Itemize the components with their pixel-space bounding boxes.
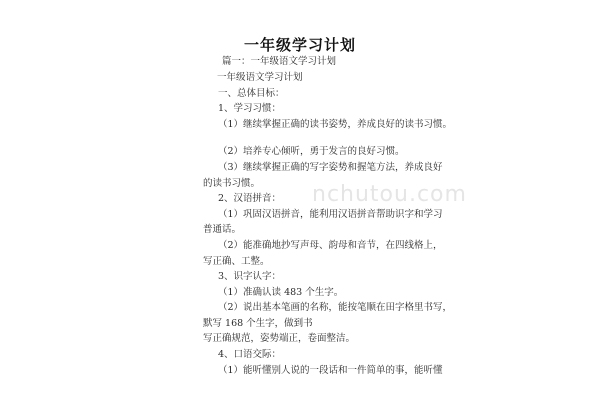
speaking-heading: 4、口语交际： bbox=[218, 349, 282, 360]
pinyin-item-1-cont: 普通话。 bbox=[203, 224, 242, 235]
habit-heading: 1、学习习惯： bbox=[218, 103, 282, 114]
habit-item-2: （2）培养专心倾听，勇于发言的良好习惯。 bbox=[218, 146, 405, 157]
speaking-item-1: （1）能听懂别人说的一段话和一件简单的事，能听懂 bbox=[218, 365, 443, 376]
pinyin-item-1: （1）巩固汉语拼音，能利用汉语拼音帮助识字和学习 bbox=[218, 209, 443, 220]
literacy-heading: 3、识字认字： bbox=[218, 271, 282, 282]
habit-item-1: （1）继续掌握正确的读书姿势，养成良好的读书习惯。 bbox=[218, 119, 453, 130]
literacy-item-2-cont-2: 写正确规范，姿势端正，卷面整洁。 bbox=[203, 333, 356, 344]
watermark-text: nchutou.com bbox=[312, 182, 467, 207]
pinyin-heading: 2、汉语拼音： bbox=[218, 193, 282, 204]
pinyin-item-2: （2）能准确地抄写声母、韵母和音节，在四线格上， bbox=[218, 240, 443, 251]
literacy-item-2-cont: 默写 168 个生字，做到书 bbox=[203, 318, 313, 329]
habit-item-3-cont: 的读书习惯。 bbox=[203, 178, 261, 189]
section-heading: 篇一：一年级语文学习计划 bbox=[222, 56, 337, 67]
pinyin-item-2-cont: 写正确、工整。 bbox=[203, 256, 270, 267]
literacy-item-1: （1）准确认读 483 个生字。 bbox=[218, 287, 344, 298]
literacy-item-2: （2）说出基本笔画的名称，能按笔顺在田字格里书写， bbox=[218, 302, 453, 313]
document-title: 一年级学习计划 bbox=[243, 36, 356, 54]
goal-heading: 一、总体目标： bbox=[218, 88, 285, 99]
subheading: 一年级语文学习计划 bbox=[217, 72, 303, 83]
habit-item-3: （3）继续掌握正确的写字姿势和握笔方法，养成良好 bbox=[218, 162, 443, 173]
